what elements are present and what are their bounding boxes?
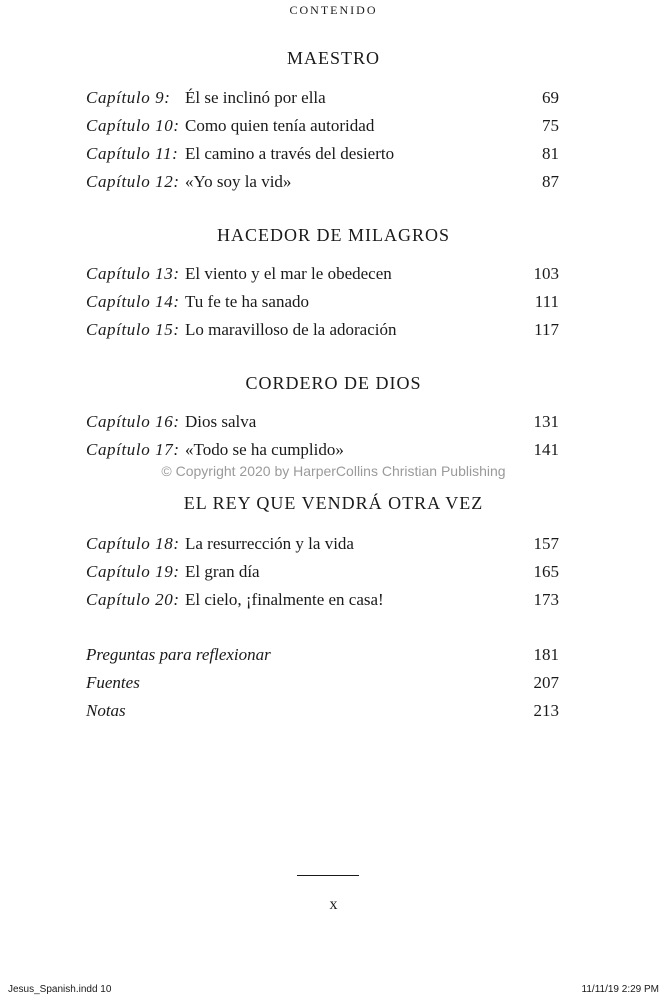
toc-entry [86, 144, 559, 168]
page-number: 173 [533, 590, 559, 609]
toc-back-matter-entry [86, 701, 559, 725]
page-number: 181 [533, 645, 559, 664]
section-heading-cordero-de-dios: CORDERO DE DIOS [245, 373, 422, 393]
folio-rule [297, 875, 359, 876]
page-number: 69 [542, 88, 559, 107]
chapter-title: Como quien tenía autoridad [185, 116, 375, 135]
page-number: 165 [533, 562, 559, 581]
running-head: CONTENIDO [289, 3, 378, 17]
slug-timestamp: 11/11/19 2:29 PM [581, 984, 659, 995]
chapter-title: Lo maravilloso de la adoración [185, 320, 397, 339]
toc-back-matter-entry [86, 645, 559, 669]
chapter-title: Dios salva [185, 412, 257, 431]
page-number: 81 [542, 144, 559, 163]
chapter-label: Capítulo 14: [86, 292, 180, 311]
toc-entry [86, 116, 559, 140]
chapter-title: La resurrección y la vida [185, 534, 354, 553]
page-number: 213 [533, 701, 559, 720]
chapter-title: Tu fe te ha sanado [185, 292, 310, 311]
page-number: 103 [533, 264, 559, 283]
page-number: 131 [533, 412, 559, 431]
chapter-title: «Yo soy la vid» [185, 172, 292, 191]
chapter-label: Capítulo 19: [86, 562, 180, 581]
copyright-watermark: © Copyright 2020 by HarperCollins Christian Publishing [161, 463, 506, 479]
toc-entry [86, 172, 559, 196]
chapter-label: Capítulo 18: [86, 534, 180, 553]
page-folio: x [329, 896, 338, 913]
chapter-label: Capítulo 16: [86, 412, 180, 431]
toc-entry [86, 320, 559, 344]
page-number: 117 [534, 320, 559, 339]
page-number: 207 [533, 673, 559, 692]
page-number: 141 [533, 440, 559, 459]
back-matter-title: Fuentes [86, 673, 140, 692]
slug-filename: Jesus_Spanish.indd 10 [8, 984, 112, 995]
section-heading-maestro: MAESTRO [286, 48, 380, 68]
toc-entry [86, 590, 559, 614]
toc-entry [86, 412, 559, 436]
section-heading-el-rey-que-vendra-otra-vez: EL REY QUE VENDRÁ OTRA VEZ [183, 493, 484, 513]
chapter-title: El gran día [185, 562, 260, 581]
chapter-label: Capítulo 11: [86, 144, 179, 163]
chapter-title: «Todo se ha cumplido» [185, 440, 344, 459]
chapter-title: El viento y el mar le obedecen [185, 264, 392, 283]
chapter-title: El camino a través del desierto [185, 144, 395, 163]
chapter-label: Capítulo 17: [86, 440, 180, 459]
chapter-label: Capítulo 13: [86, 264, 180, 283]
back-matter-title: Notas [86, 701, 126, 720]
chapter-label: Capítulo 9: [86, 88, 171, 107]
page-number: 87 [542, 172, 559, 191]
page-number: 75 [542, 116, 559, 135]
chapter-label: Capítulo 10: [86, 116, 180, 135]
chapter-label: Capítulo 12: [86, 172, 180, 191]
toc-entry [86, 440, 559, 464]
toc-entry [86, 264, 559, 288]
page-number: 157 [533, 534, 559, 553]
chapter-title: El cielo, ¡finalmente en casa! [185, 590, 384, 609]
chapter-label: Capítulo 15: [86, 320, 180, 339]
toc-back-matter-entry [86, 673, 559, 697]
page-number: 111 [534, 292, 559, 311]
toc-entry [86, 562, 559, 586]
toc-entry [86, 88, 559, 112]
chapter-label: Capítulo 20: [86, 590, 180, 609]
section-heading-hacedor-de-milagros: HACEDOR DE MILAGROS [216, 225, 450, 245]
back-matter-title: Preguntas para reflexionar [86, 645, 271, 664]
chapter-title: Él se inclinó por ella [185, 88, 326, 107]
toc-entry [86, 534, 559, 558]
toc-entry [86, 292, 559, 316]
